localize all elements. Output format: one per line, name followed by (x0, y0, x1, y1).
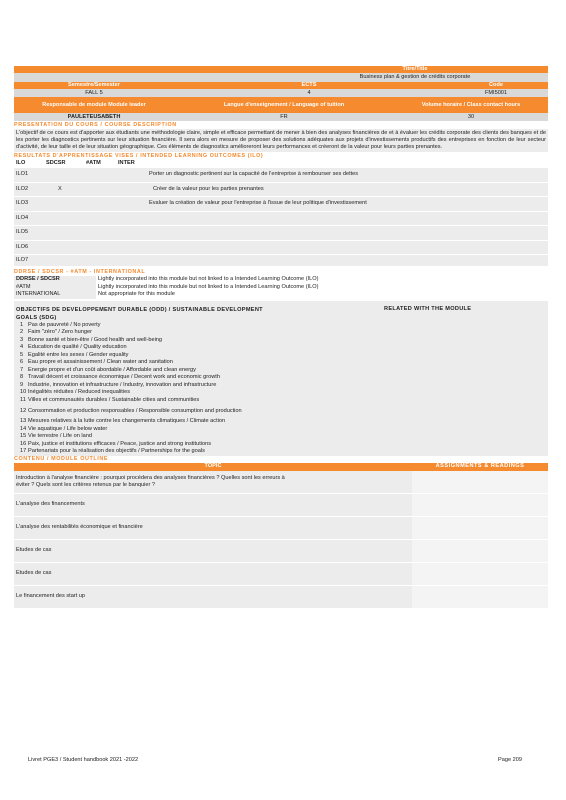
title-value-row (14, 73, 548, 82)
sdg-item (14, 426, 548, 434)
sdg-number: 4 (20, 344, 24, 350)
sdg-number: 3 (20, 336, 24, 343)
content-assignment (412, 517, 548, 539)
ilo-text: Evaluer la création de valeur pour l'entreprise à l'issue de leur politique d'investissement (149, 200, 367, 207)
leader-header-row (14, 97, 548, 113)
ilo-id: ILO7 (16, 257, 29, 263)
crosscut-table (14, 276, 548, 299)
sdg-list (14, 322, 548, 456)
crosscut-text: Not appropriate for this module (96, 291, 548, 299)
sdg-text: Industrie, innovation et infrastructure / Industry, innovation and infrastructure (28, 381, 217, 388)
ilo-text: Créer de la valeur pour les parties prenantes (153, 185, 264, 192)
sdg-text: Education de qualité / Quality education (28, 344, 127, 350)
page-footer (28, 757, 522, 763)
content-row (14, 517, 548, 540)
ilo-table (14, 168, 548, 267)
sdg-number: 15 (20, 433, 27, 439)
ilo-id: ILO6 (16, 243, 29, 250)
sdg-item (14, 352, 548, 360)
sdg-number: 14 (20, 425, 27, 432)
sdg-text: Energie propre et d'un coût abordable / Affordable and clean energy (28, 366, 196, 373)
ilo-id: ILO5 (16, 229, 29, 236)
sdg-item (14, 448, 548, 456)
sdg-number: 5 (20, 351, 24, 358)
content-column-headers (14, 463, 548, 471)
sdg-text: Inégalités réduites / Reduced inequalities (28, 389, 130, 395)
content-topic: Etudes de cas (16, 547, 52, 553)
syllabus-page (14, 66, 548, 609)
footer-handbook: Livret PGE3 / Student handbook 2021 -2022 (28, 757, 139, 763)
crosscut-label: #ATM (16, 283, 31, 290)
sdg-text: Vie aquatique / Life below water (28, 425, 108, 432)
sdg-item (14, 404, 548, 418)
sdg-item (14, 322, 548, 330)
presentation-text: L'objectif de ce cours est d'apporter aux étudiants une méthodologie claire, simple et efficace permettant de mener à bien des analyses financières de et à évaluer les crédits corporate des clients des banques et de les porter les diagnostics pertinents sur leur situation financière. Il sera alors en mesure de proposer des solutions adéquates aux projets d'investissements productifs des entreprises en fonction de leur secteur d'activité, de leur taille et de leur situation géographique. Ces éléments de diagnostics amélioreront leurs performances et créeront de la valeur pour leurs parties prenantes. (16, 130, 546, 150)
sdg-item (14, 441, 548, 449)
content-topic: L'analyse des financements (16, 501, 85, 507)
crosscut-row (14, 284, 548, 292)
ilo-heading: RESULTATS D'APPRENTISSAGE VISES / INTENDED LEARNING OUTCOMES (ILO) (14, 153, 264, 159)
sdg-text: Bonne santé et bien-être / Good health and well-being (28, 336, 163, 343)
ilo-col-ilo: ILO (16, 160, 26, 166)
leader-label: Responsable de module Module leader (42, 101, 146, 108)
code-label: Code (489, 82, 503, 88)
ilo-row (14, 197, 548, 212)
ilo-id: ILO1 (16, 171, 29, 178)
sdg-text: Partenariats pour la réalisation des objectifs / Partnerships for the goals (28, 448, 205, 454)
sdg-item (14, 344, 548, 352)
sdg-item (14, 433, 548, 441)
language-label: Langue d'enseignement / Language of tuition (223, 102, 345, 108)
sdg-text: Faim "zéro" / Zero hunger (28, 329, 92, 335)
sdg-number: 17 (20, 448, 27, 454)
sdg-heading: OBJECTIFS DE DEVELOPPEMENT DURABLE (ODD) / SUSTAINABLE DEVELOPMENT GOALS (SDG) (16, 306, 263, 321)
sdg-item (14, 418, 548, 426)
presentation-heading: PRESENTATION DU COURS / COURSE DESCRIPTION (14, 122, 177, 128)
sdg-related-heading: RELATED WITH THE MODULE (384, 305, 472, 312)
sdg-number: 10 (20, 389, 27, 395)
ilo-mark: X (58, 185, 62, 192)
title-header-row (14, 66, 548, 73)
sdg-text: Consommation et production responsables / Responsible consumption and production (28, 407, 242, 414)
content-table (14, 471, 548, 609)
sdg-number: 16 (20, 440, 27, 447)
content-col-assign: ASSIGNMENTS & READINGS (435, 462, 525, 469)
content-topic: Etudes de cas (16, 570, 52, 576)
ilo-col-inter: INTER (118, 160, 135, 166)
sdg-text: Egalité entre les sexes / Gender equality (28, 351, 129, 358)
sdg-text: Travail décent et croissance économique / Decent work and economic growth (28, 374, 220, 380)
ilo-column-headers (14, 160, 548, 168)
crosscut-row (14, 291, 548, 299)
crosscut-heading: DDRSE / SDCSR - #ATM - INTERNATIONAL (14, 269, 146, 275)
ects-label: ECTS (301, 82, 317, 88)
ects-value: 4 (307, 89, 311, 96)
sdg-text: Mesures relatives à la lutte contre les changements climatiques / Climate action (28, 418, 226, 424)
content-assignment (412, 586, 548, 608)
semester-label: Semestre/Semester (68, 82, 120, 88)
ilo-row (14, 255, 548, 267)
semester-value: FALL 5 (85, 89, 103, 96)
sdg-number: 1 (20, 321, 24, 328)
sdg-item (14, 382, 548, 390)
sdg-block (14, 301, 548, 456)
sdg-item (14, 359, 548, 367)
content-row (14, 494, 548, 517)
content-col-topic: TOPIC (204, 462, 222, 469)
ilo-col-sdg: SDCSR (46, 160, 66, 166)
ilo-id: ILO3 (16, 200, 29, 207)
content-assignment (412, 471, 548, 493)
ilo-id: ILO4 (16, 214, 29, 221)
content-assignment (412, 540, 548, 562)
content-topic: L'analyse des rentabilités économique et financière (16, 524, 143, 530)
sdg-text: Pas de pauvreté / No poverty (28, 321, 101, 328)
semester-header-row (14, 82, 548, 89)
page-number: Page 209 (498, 757, 522, 763)
sdg-item (14, 374, 548, 382)
sdg-number: 2 (20, 329, 24, 335)
ilo-row (14, 168, 548, 183)
ilo-row (14, 183, 548, 198)
sdg-number: 9 (20, 381, 24, 388)
sdg-item (14, 337, 548, 345)
crosscut-text: Lightly incorporated into this module but not linked to a Intended Learning Outcome (ILO) (96, 284, 548, 292)
content-row (14, 471, 548, 494)
ilo-row (14, 241, 548, 256)
ilo-row (14, 212, 548, 227)
crosscut-label: DDRSE / SDCSR (16, 276, 60, 282)
course-title: Business plan & gestion de crédits corporate (359, 74, 471, 80)
crosscut-label: INTERNATIONAL (16, 291, 61, 297)
sdg-item (14, 329, 548, 337)
sdg-number: 13 (20, 418, 27, 424)
semester-value-row (14, 89, 548, 97)
sdg-text: Eau propre et assainissement / Clean water and sanitation (28, 359, 173, 365)
sdg-text: Paix, justice et institutions efficaces / Peace, justice and strong institutions (28, 440, 212, 447)
leader-value: PAULETEUSABETH (67, 113, 121, 120)
crosscut-row (14, 276, 548, 284)
content-heading: CONTENU / MODULE OUTLINE (14, 455, 109, 462)
sdg-number: 7 (20, 366, 24, 373)
content-row (14, 540, 548, 563)
ilo-id: ILO2 (16, 185, 29, 192)
content-assignment (412, 563, 548, 585)
content-topic: Le financement des start up (16, 593, 86, 599)
volume-value: 30 (467, 113, 475, 120)
sdg-number: 12 (20, 407, 27, 414)
content-topic: Introduction à l'analyse financière : pourquoi procédera des analyses financières ? Quelles sont les erreurs à éviter ? Quels sont les critères retenus par le banquier ? (16, 474, 285, 488)
sdg-item (14, 397, 548, 405)
sdg-header (14, 306, 548, 322)
sdg-number: 6 (20, 359, 24, 365)
sdg-text: Vie terrestre / Life on land (28, 433, 92, 439)
code-value: FMI5001 (484, 89, 508, 96)
crosscut-text: Lightly incorporated into this module but not linked to a Intended Learning Outcome (ILO) (96, 276, 548, 284)
content-assignment (412, 494, 548, 516)
sdg-item (14, 367, 548, 375)
sdg-item (14, 389, 548, 397)
ilo-text: Porter un diagnostic pertinent sur la capacité de l'entreprise à rembourser ses dettes (149, 171, 359, 178)
ilo-col-atm: #ATM (86, 160, 101, 166)
sdg-number: 11 (20, 396, 26, 403)
sdg-text: Villes et communautés durables / Sustainable cities and communities (28, 396, 200, 403)
content-row (14, 563, 548, 586)
leader-value-row (14, 113, 548, 121)
content-row (14, 586, 548, 609)
ilo-row (14, 226, 548, 241)
language-value: FR (280, 113, 288, 120)
volume-label: Volume horaire / Class contact hours (421, 101, 521, 108)
title-label: Titre/Title (402, 66, 428, 72)
sdg-number: 8 (20, 374, 24, 380)
